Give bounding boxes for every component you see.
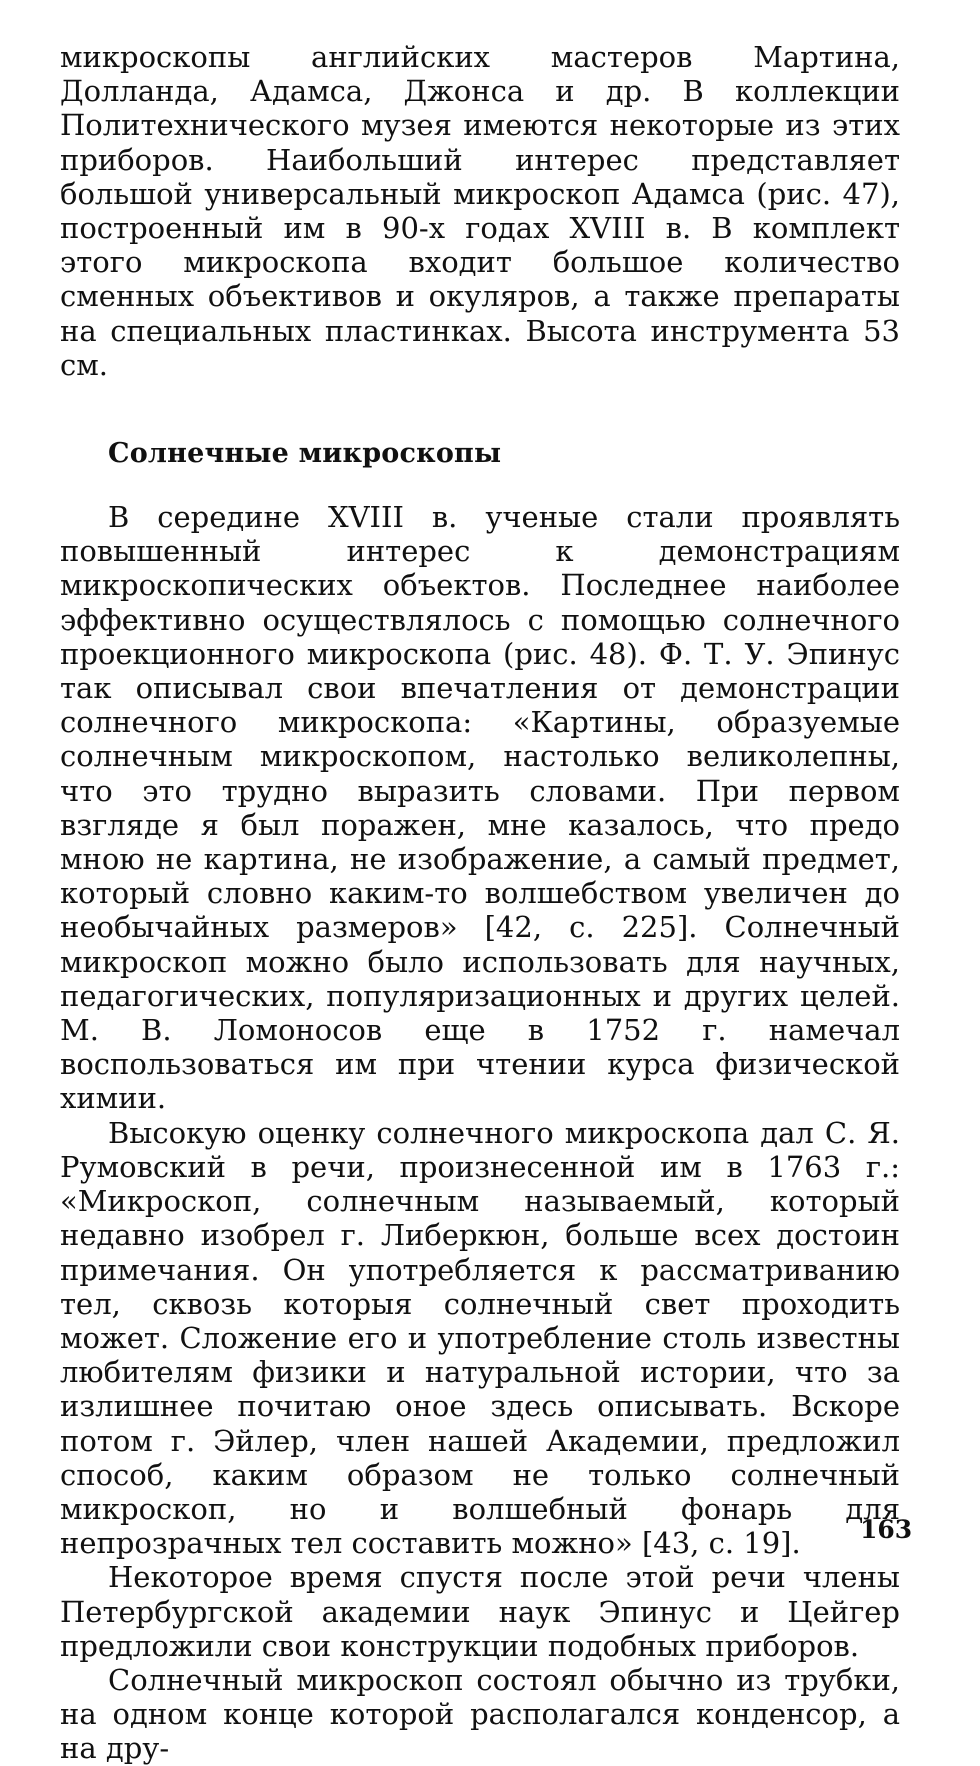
book-page <box>60 40 913 1766</box>
paragraph-solar-microscope-intro: В середине XVIII в. ученые стали проявлять повышенный интерес к демонстрациям микроскопических объектов. Последнее наиболее эффективно осуществлялось с помощью солнечного проекционного микроскопа (рис. 48). Ф. Т. У. Эпинус так описывал свои впечатления от демонстрации солнечного микроскопа: «Картины, образуемые солнечным микроскопом, настолько великолепны, что это трудно выразить словами. При первом взгляде я был поражен, мне казалось, что предо мною не картина, не изображение, а самый предмет, который словно каким-то волшебством увеличен до необычайных размеров» [42, с. 225]. Солнечный микроскоп можно было использовать для научных, педагогических, популяризационных и других целей. М. В. Ломоносов еще в 1752 г. намечал воспользоваться им при чтении курса физической химии. <box>60 500 900 1116</box>
paragraph-academy-members: Некоторое время спустя после этой речи члены Петербургской академии наук Эпинус и Цейгер предложили свои конструкции подобных приборов. <box>60 1560 900 1663</box>
page-number: 163 <box>860 1515 913 1544</box>
paragraph-microscope-construction: Солнечный микроскоп состоял обычно из трубки, на одном конце которой располагался конденсор, а на дру- <box>60 1662 900 1766</box>
section-heading: Солнечные микроскопы <box>108 438 502 470</box>
paragraph-rumovsky-quote: Высокую оценку солнечного микроскопа дал С. Я. Румовский в речи, произнесенной им в 1763 г.: «Микроскоп, солнечным называемый, который недавно изобрел г. Либеркюн, больше всех достоин примечания. Он употребляется к рассматриванию тел, сквозь которыя солнечный свет проходить может. Сложение его и употребление столь известны любителям физики и натуральной истории, что за излишнее почитаю оное здесь описывать. Вскоре потом г. Эйлер, член нашей Академии, предложил способ, каким образом не только солнечный микроскоп, но и волшебный фонарь для непрозрачных тел составить можно» [43, с. 19]. <box>60 1115 900 1561</box>
continued-paragraph: микроскопы английских мастеров Мартина, Долланда, Адамса, Джонса и др. В коллекции Политехнического музея имеются некоторые из этих приборов. Наибольший интерес представляет большой универсальный микроскоп Адамса (рис. 47), построенный им в 90-х годах XVIII в. В комплект этого микроскопа входит большое количество сменных объективов и окуляров, а также препараты на специальных пластинках. Высота инструмента 53 см. <box>60 40 900 382</box>
